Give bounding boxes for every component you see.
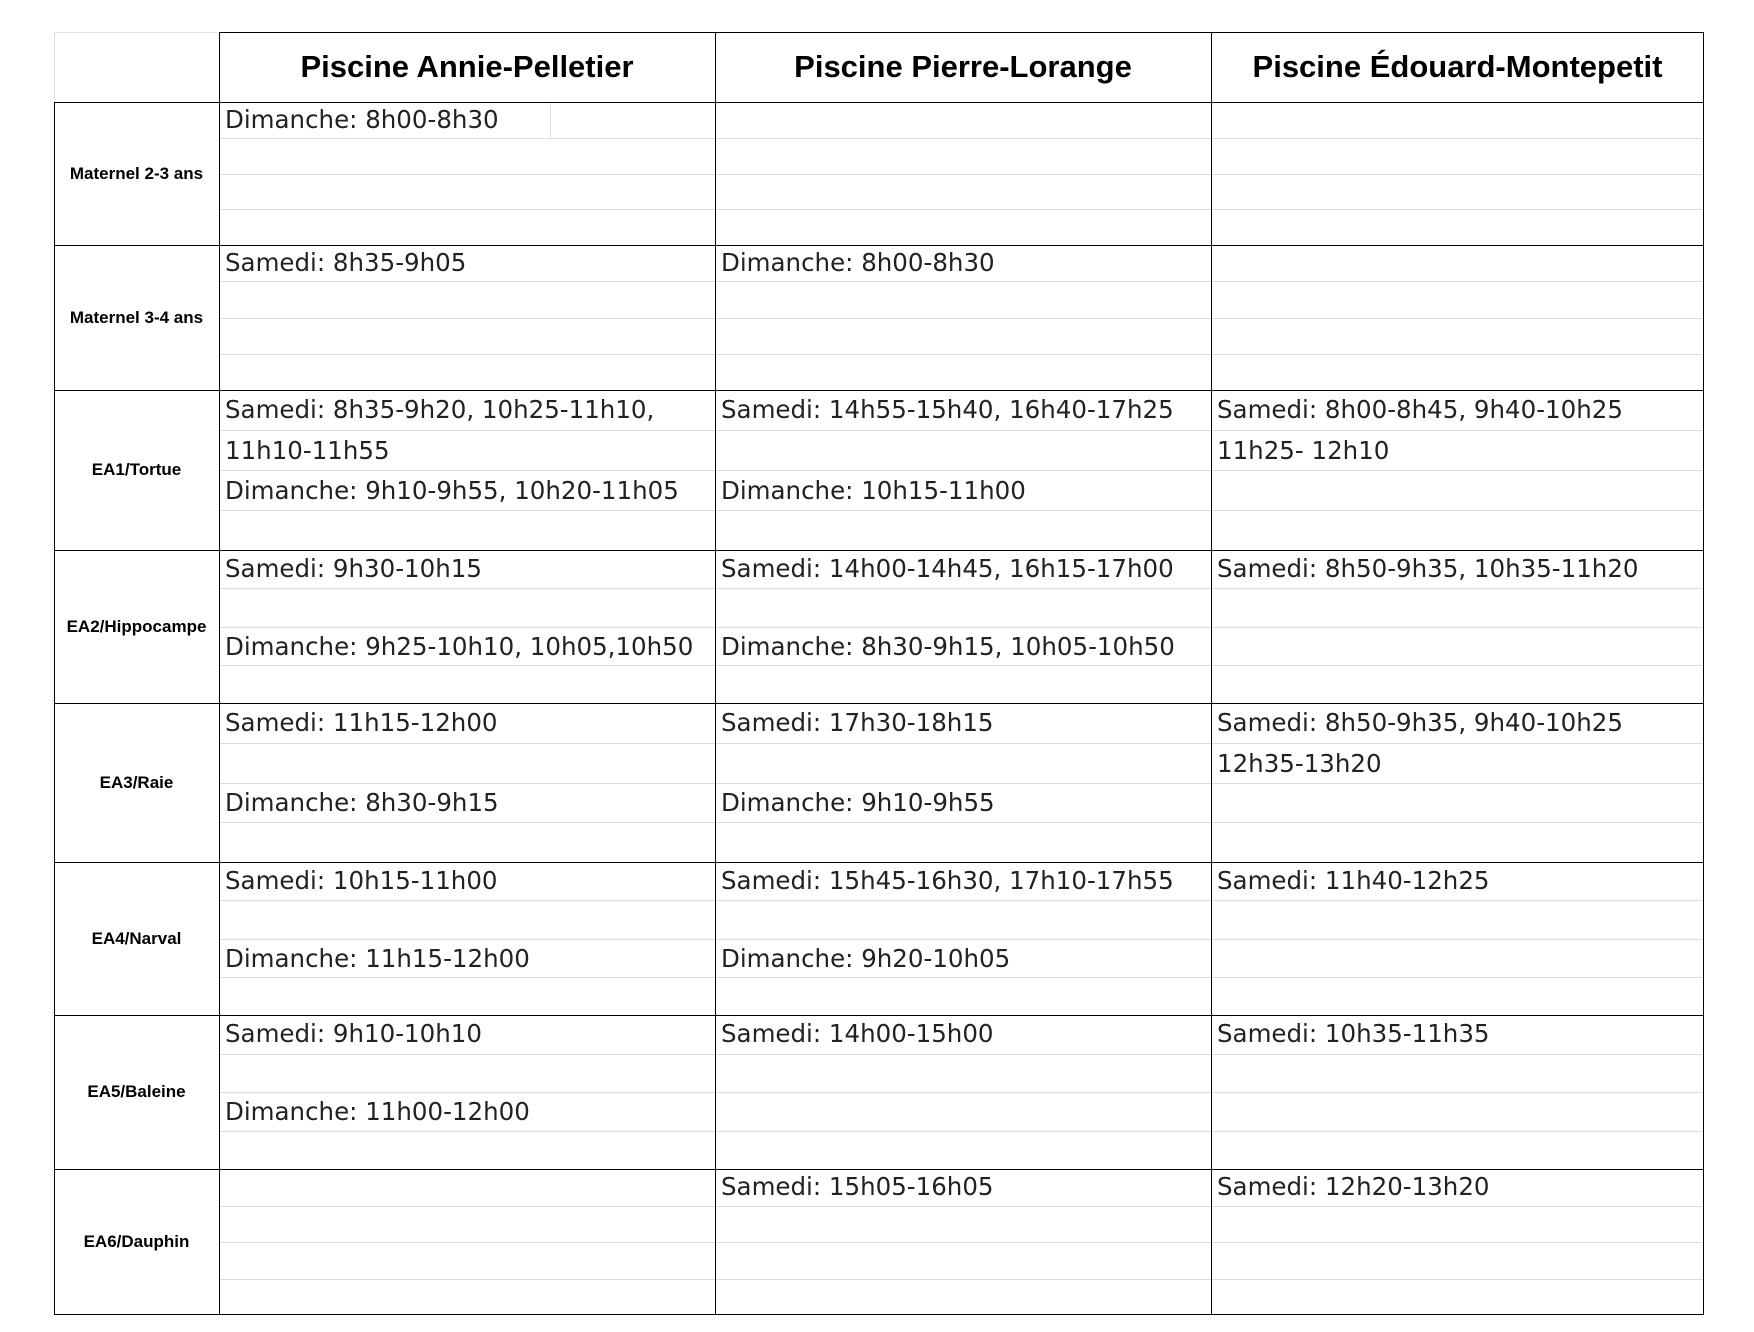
schedule-subrow	[219, 822, 715, 862]
schedule-subrow	[715, 822, 1211, 862]
schedule-subrow	[1211, 862, 1704, 900]
schedule-subrow	[219, 281, 715, 317]
table-row	[54, 862, 1704, 1015]
schedule-text: Dimanche: 8h00-8h30	[721, 248, 995, 278]
schedule-subrow	[715, 743, 1211, 783]
table-row	[54, 1169, 1704, 1315]
schedule-text: Samedi: 11h15-12h00	[225, 707, 498, 737]
schedule-subrow	[1211, 588, 1704, 626]
schedule-cell-pierre-lorange	[715, 390, 1211, 550]
grid-horizontal-line	[54, 550, 1704, 551]
grid-horizontal-line	[54, 1015, 1704, 1016]
schedule-subrow	[219, 318, 715, 354]
schedule-text: Samedi: 10h35-11h35	[1217, 1019, 1490, 1049]
schedule-subrow	[219, 470, 715, 510]
schedule-subrow	[219, 665, 715, 703]
schedule-cell-edouard-montepetit	[1211, 1169, 1704, 1315]
schedule-cell-pierre-lorange	[715, 1169, 1211, 1315]
schedule-cell-annie-pelletier	[219, 862, 715, 1015]
schedule-subrow	[715, 1015, 1211, 1054]
schedule-cell-pierre-lorange	[715, 703, 1211, 862]
schedule-subrow	[1211, 822, 1704, 862]
schedule-text: Samedi: 15h05-16h05	[721, 1172, 994, 1202]
header-edouard-montepetit: Piscine Édouard-Montepetit	[1252, 49, 1663, 84]
schedule-text: Samedi: 12h20-13h20	[1217, 1172, 1490, 1202]
table-row	[54, 703, 1704, 862]
schedule-subrow	[219, 1092, 715, 1131]
schedule-subrow	[715, 939, 1211, 977]
schedule-text: Samedi: 8h00-8h45, 9h40-10h25	[1217, 395, 1623, 424]
schedule-text: Dimanche: 8h00-8h30	[225, 104, 499, 134]
schedule-subrow	[715, 783, 1211, 823]
schedule-cell-edouard-montepetit	[1211, 703, 1704, 862]
schedule-subrow	[715, 430, 1211, 470]
schedule-subrow	[715, 1242, 1211, 1279]
schedule-subrow	[219, 1279, 715, 1316]
schedule-cell-annie-pelletier	[219, 550, 715, 703]
schedule-subrow	[219, 1015, 715, 1054]
header-annie-pelletier: Piscine Annie-Pelletier	[300, 49, 634, 84]
schedule-text: Samedi: 10h15-11h00	[225, 866, 498, 896]
category-label: EA4/Narval	[91, 928, 182, 948]
corner-cell	[54, 32, 219, 102]
schedule-subrow	[219, 174, 715, 210]
category-label: EA6/Dauphin	[83, 1232, 190, 1251]
schedule-subrow	[1211, 783, 1704, 823]
schedule-subrow	[1211, 977, 1704, 1015]
schedule-text: Dimanche: 8h30-9h15	[225, 788, 499, 818]
schedule-subrow	[219, 102, 715, 138]
schedule-subrow	[219, 703, 715, 743]
grid-horizontal-line	[54, 1169, 1704, 1170]
schedule-subrow	[219, 354, 715, 390]
schedule-subrow	[1211, 318, 1704, 354]
schedule-subrow	[715, 1279, 1211, 1316]
schedule-text: Samedi: 8h50-9h35, 9h40-10h25	[1217, 707, 1623, 737]
schedule-subrow	[715, 209, 1211, 245]
merged-cell-divider	[550, 102, 551, 139]
schedule-subrow	[219, 1206, 715, 1243]
table-row	[54, 1015, 1704, 1169]
schedule-subrow	[219, 862, 715, 900]
schedule-text: 12h35-13h20	[1217, 748, 1382, 778]
schedule-subrow	[219, 783, 715, 823]
schedule-cell-annie-pelletier	[219, 1015, 715, 1169]
schedule-subrow	[219, 510, 715, 550]
schedule-subrow	[219, 627, 715, 665]
schedule-subrow	[1211, 1206, 1704, 1243]
schedule-subrow	[1211, 1054, 1704, 1093]
schedule-text: Samedi: 17h30-18h15	[721, 707, 994, 737]
schedule-subrow	[219, 939, 715, 977]
schedule-subrow	[1211, 245, 1704, 281]
schedule-text: Samedi: 9h10-10h10	[225, 1019, 482, 1049]
schedule-cell-annie-pelletier	[219, 102, 715, 245]
schedule-subrow	[219, 1169, 715, 1206]
schedule-subrow	[715, 390, 1211, 430]
schedule-subrow	[219, 1242, 715, 1279]
schedule-cell-edouard-montepetit	[1211, 862, 1704, 1015]
schedule-subrow	[1211, 1279, 1704, 1316]
grid-horizontal-line	[54, 245, 1704, 246]
schedule-subrow	[1211, 354, 1704, 390]
schedule-subrow	[219, 977, 715, 1015]
schedule-subrow	[1211, 138, 1704, 174]
schedule-text: 11h10-11h55	[225, 436, 390, 465]
schedule-subrow	[219, 390, 715, 430]
schedule-subrow	[1211, 939, 1704, 977]
schedule-cell-annie-pelletier	[219, 1169, 715, 1315]
schedule-subrow	[1211, 281, 1704, 317]
schedule-subrow	[715, 977, 1211, 1015]
schedule-subrow	[219, 245, 715, 281]
schedule-subrow	[715, 102, 1211, 138]
schedule-subrow	[715, 665, 1211, 703]
schedule-text: Dimanche: 9h20-10h05	[721, 943, 1011, 973]
schedule-text: Samedi: 14h00-15h00	[721, 1019, 994, 1049]
schedule-cell-pierre-lorange	[715, 102, 1211, 245]
schedule-subrow	[715, 470, 1211, 510]
schedule-text: Samedi: 11h40-12h25	[1217, 866, 1490, 896]
schedule-subrow	[1211, 174, 1704, 210]
schedule-cell-edouard-montepetit	[1211, 550, 1704, 703]
schedule-subrow	[715, 245, 1211, 281]
header-pierre-lorange: Piscine Pierre-Lorange	[794, 49, 1132, 84]
schedule-subrow	[1211, 1242, 1704, 1279]
schedule-text: Dimanche: 11h15-12h00	[225, 943, 530, 973]
schedule-cell-pierre-lorange	[715, 862, 1211, 1015]
table-row	[54, 102, 1704, 245]
schedule-subrow	[219, 743, 715, 783]
schedule-subrow	[1211, 470, 1704, 510]
category-label: EA2/Hippocampe	[66, 616, 207, 636]
grid-vertical-line	[715, 32, 716, 1315]
grid-horizontal-line	[54, 703, 1704, 704]
table-row	[54, 245, 1704, 390]
schedule-subrow	[1211, 390, 1704, 430]
schedule-cell-annie-pelletier	[219, 703, 715, 862]
schedule-text: Samedi: 8h50-9h35, 10h35-11h20	[1217, 554, 1639, 584]
schedule-subrow	[715, 318, 1211, 354]
schedule-cell-edouard-montepetit	[1211, 245, 1704, 390]
schedule-subrow	[219, 138, 715, 174]
table-row	[54, 550, 1704, 703]
schedule-subrow	[219, 550, 715, 588]
schedule-subrow	[219, 588, 715, 626]
schedule-text: Dimanche: 9h10-9h55, 10h20-11h05	[225, 476, 679, 505]
schedule-text: Samedi: 14h55-15h40, 16h40-17h25	[721, 395, 1174, 424]
schedule-subrow	[1211, 627, 1704, 665]
header-row	[54, 32, 1704, 102]
grid-horizontal-line	[219, 32, 1704, 33]
schedule-subrow	[1211, 665, 1704, 703]
schedule-subrow	[715, 174, 1211, 210]
schedule-subrow	[1211, 703, 1704, 743]
schedule-subrow	[715, 627, 1211, 665]
schedule-cell-pierre-lorange	[715, 1015, 1211, 1169]
schedule-text: Samedi: 15h45-16h30, 17h10-17h55	[721, 866, 1174, 896]
table-row	[54, 390, 1704, 550]
schedule-text: 11h25- 12h10	[1217, 436, 1390, 465]
schedule-subrow	[1211, 510, 1704, 550]
schedule-subrow	[715, 900, 1211, 938]
grid-vertical-line	[1211, 32, 1212, 1315]
schedule-subrow	[715, 1169, 1211, 1206]
schedule-cell-edouard-montepetit	[1211, 1015, 1704, 1169]
schedule-subrow	[715, 1054, 1211, 1093]
schedule-subrow	[715, 862, 1211, 900]
schedule-subrow	[715, 588, 1211, 626]
schedule-subrow	[219, 209, 715, 245]
schedule-text: Dimanche: 10h15-11h00	[721, 476, 1026, 505]
schedule-subrow	[219, 1131, 715, 1170]
schedule-text: Samedi: 8h35-9h20, 10h25-11h10,	[225, 395, 655, 424]
schedule-subrow	[1211, 1092, 1704, 1131]
grid-horizontal-line	[54, 862, 1704, 863]
schedule-subrow	[1211, 1169, 1704, 1206]
schedule-text: Dimanche: 9h10-9h55	[721, 788, 995, 818]
corner-left-border	[54, 32, 55, 102]
grid-horizontal-line	[54, 1314, 1704, 1315]
schedule-text: Samedi: 8h35-9h05	[225, 248, 467, 278]
schedule-subrow	[1211, 430, 1704, 470]
schedule-text: Samedi: 9h30-10h15	[225, 554, 482, 584]
schedule-subrow	[1211, 1131, 1704, 1170]
grid-horizontal-line	[54, 102, 1704, 103]
grid-vertical-line	[1703, 32, 1704, 1315]
schedule-subrow	[715, 1092, 1211, 1131]
grid-vertical-line	[54, 102, 55, 1315]
schedule-subrow	[715, 703, 1211, 743]
schedule-subrow	[715, 138, 1211, 174]
schedule-subrow	[715, 510, 1211, 550]
schedule-text: Dimanche: 9h25-10h10, 10h05,10h50	[225, 631, 694, 661]
schedule-cell-pierre-lorange	[715, 550, 1211, 703]
schedule-subrow	[1211, 1015, 1704, 1054]
schedule-subrow	[715, 550, 1211, 588]
schedule-cell-edouard-montepetit	[1211, 390, 1704, 550]
schedule-text: Dimanche: 11h00-12h00	[225, 1097, 530, 1127]
schedule-cell-annie-pelletier	[219, 245, 715, 390]
schedule-text: Dimanche: 8h30-9h15, 10h05-10h50	[721, 631, 1175, 661]
schedule-cell-edouard-montepetit	[1211, 102, 1704, 245]
category-label: EA5/Baleine	[87, 1082, 186, 1101]
category-label: EA1/Tortue	[91, 460, 182, 479]
schedule-table	[54, 32, 1704, 1315]
schedule-subrow	[715, 1206, 1211, 1243]
schedule-subrow	[715, 354, 1211, 390]
schedule-text: Samedi: 14h00-14h45, 16h15-17h00	[721, 554, 1174, 584]
grid-vertical-line	[219, 32, 220, 1315]
schedule-subrow	[219, 900, 715, 938]
category-label: EA3/Raie	[99, 772, 174, 792]
schedule-subrow	[1211, 900, 1704, 938]
category-label: Maternel 2-3 ans	[69, 163, 204, 183]
schedule-subrow	[219, 1054, 715, 1093]
schedule-subrow	[715, 281, 1211, 317]
corner-top-border	[54, 32, 219, 33]
schedule-subrow	[219, 430, 715, 470]
schedule-subrow	[1211, 550, 1704, 588]
schedule-subrow	[715, 1131, 1211, 1170]
schedule-subrow	[1211, 209, 1704, 245]
schedule-cell-pierre-lorange	[715, 245, 1211, 390]
schedule-cell-annie-pelletier	[219, 390, 715, 550]
category-label: Maternel 3-4 ans	[69, 307, 204, 327]
grid-horizontal-line	[54, 390, 1704, 391]
schedule-subrow	[1211, 743, 1704, 783]
schedule-subrow	[1211, 102, 1704, 138]
